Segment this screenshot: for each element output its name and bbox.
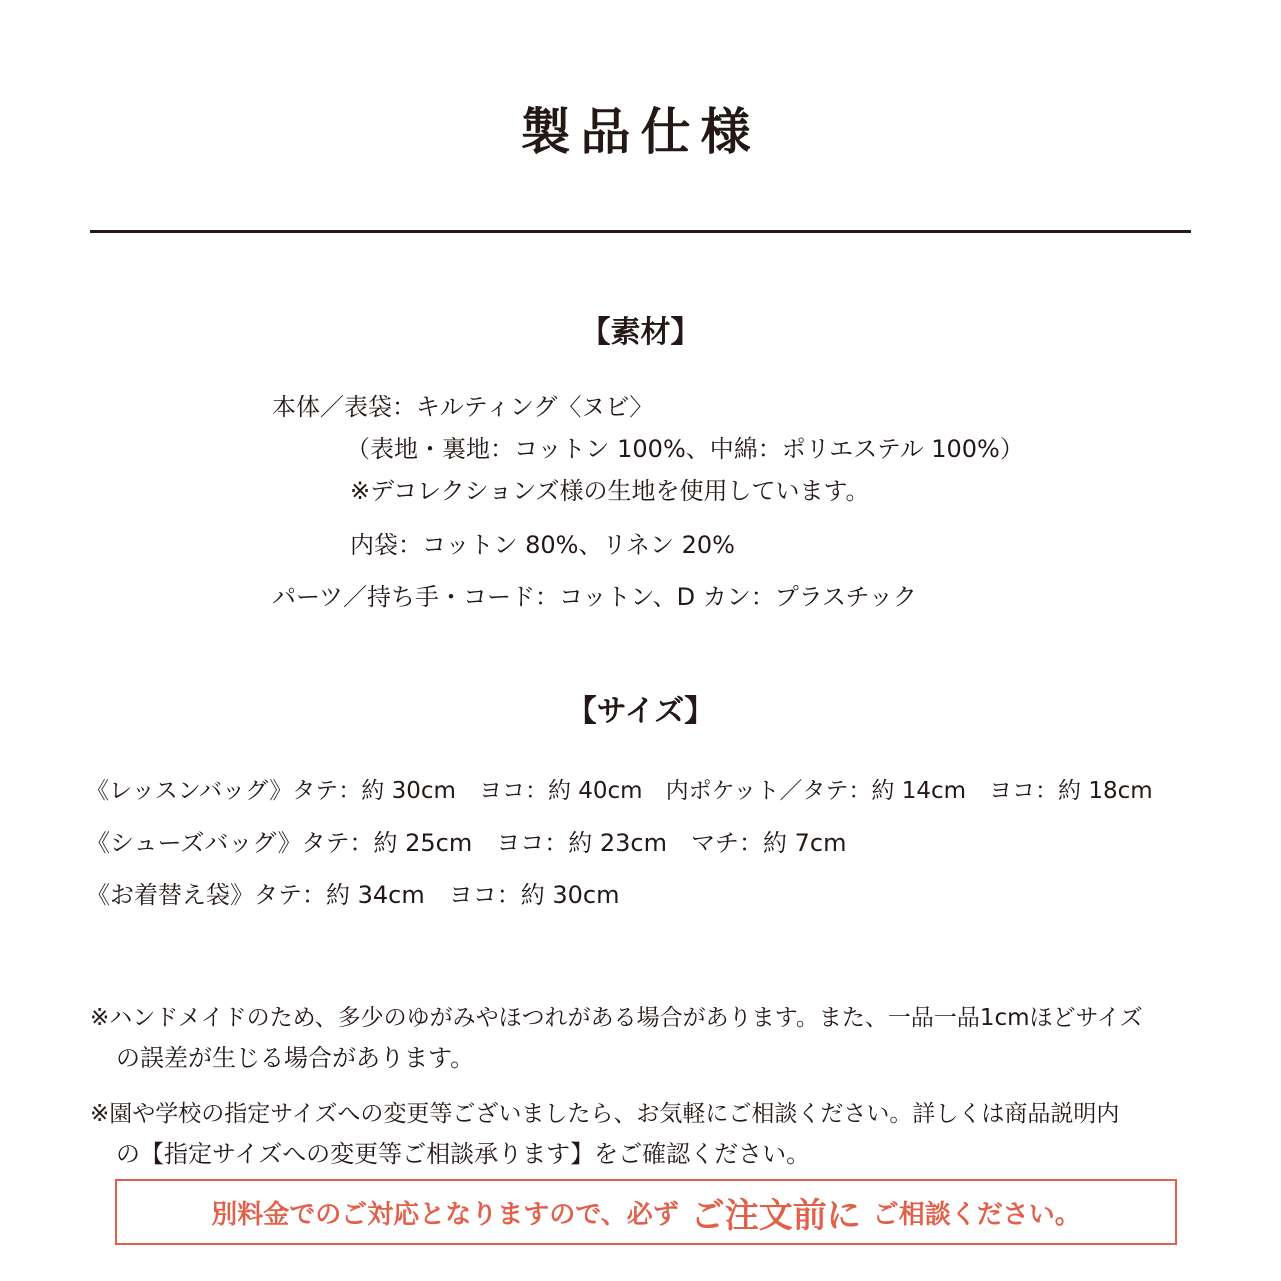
notice-text-after: ご相談ください。 [872, 1199, 1081, 1230]
material-line-fabric: （表地・裏地：コットン 100%、中綿：ポリエステル 100%） [346, 435, 1024, 463]
notice-box [115, 1179, 1177, 1245]
note-handmade-line2: の誤差が生じる場合があります。 [116, 1044, 475, 1072]
size-line-shoes-bag: 《シューズバッグ》タテ：約 25cm ヨコ：約 23cm マチ：約 7cm [86, 829, 847, 857]
size-line-lesson-bag: 《レッスンバッグ》タテ：約 30cm ヨコ：約 40cm 内ポケット／タテ：約 14cm ヨコ：約 18cm [86, 778, 1153, 804]
page-title: 製品仕様 [520, 103, 761, 161]
material-line-parts: パーツ／持ち手・コード：コットン、D カン：プラスチック [272, 583, 917, 611]
sizes-heading: 【サイズ】 [566, 694, 715, 729]
note-size-change-line2: の【指定サイズへの変更等ご相談承ります】をご確認ください。 [116, 1140, 811, 1168]
material-line-note: ※デコレクションズ様の生地を使用しています。 [350, 477, 870, 505]
title-divider [90, 230, 1191, 233]
note-size-change-line1: ※園や学校の指定サイズへの変更等ございましたら、お気軽にご相談ください。詳しくは商品説明内 [90, 1101, 1120, 1127]
note-handmade-line1: ※ハンドメイドのため、多少のゆがみやほつれがある場合があります。また、一品一品1cmほどサイズ [90, 1005, 1143, 1031]
material-line-lining: 内袋：コットン 80%、リネン 20% [350, 531, 735, 559]
notice-text-before: 別料金でのご対応となりますので、必ず [211, 1199, 679, 1230]
material-line-body: 本体／表袋：キルティング〈ヌビ〉 [272, 393, 654, 421]
notice-emphasis: ご注文前に [690, 1195, 861, 1236]
materials-heading: 【素材】 [580, 315, 701, 350]
size-line-changing-bag: 《お着替え袋》タテ：約 34cm ヨコ：約 30cm [86, 881, 620, 909]
